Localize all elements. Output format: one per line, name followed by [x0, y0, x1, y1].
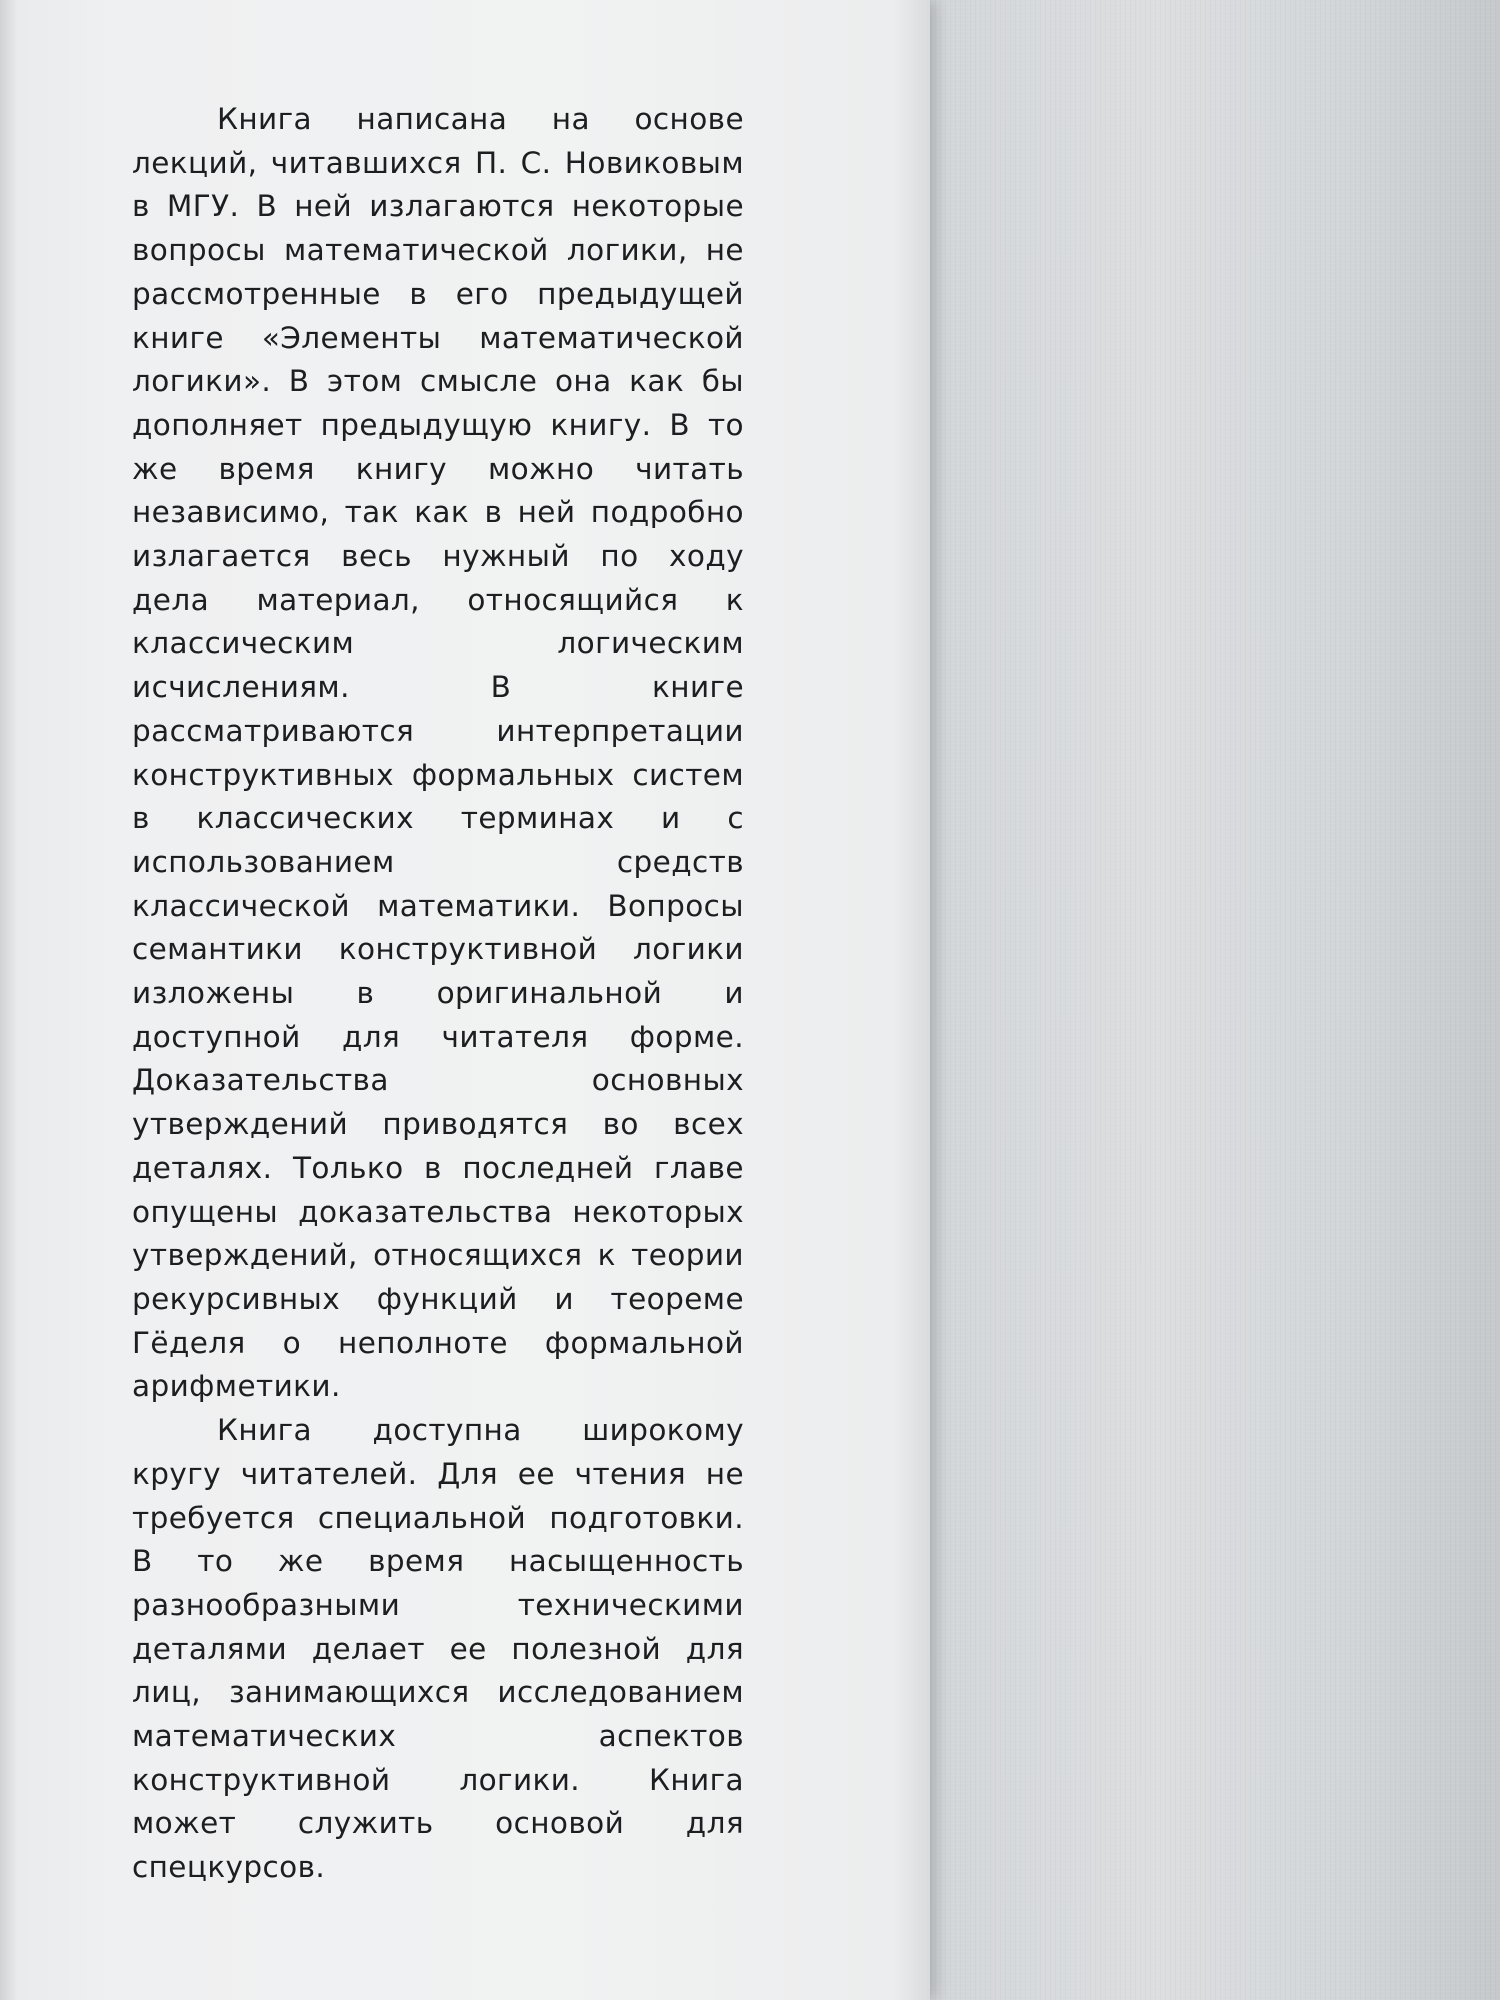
- paragraph-2: Книга доступна широкому кругу читателей. Для ее чтения не требуется специальной подготовки. В то же время насыщенность разнообразными техническими деталями делает ее полезной для лиц, занимающихся исследованием математических аспектов конструктивной логики. Книга может служить основой для спецкурсов.: [132, 1413, 744, 1885]
- paragraph-1: Книга написана на основе лекций, читавшихся П. С. Новиковым в МГУ. В ней излагаются некоторые вопросы математической логики, не рассмотренные в его предыдущей книге «Элементы математической логики». В этом смысле она как бы дополняет предыдущую книгу. В то же время книгу можно читать независимо, так как в ней подробно излагается весь нужный по ходу дела материал, относящийся к классическим логическим исчислениям. В книге рассматриваются интерпретации конструктивных формальных систем в классических терминах и с использованием средств классической математики. Вопросы семантики конструктивной логики изложены в оригинальной и доступной для читателя форме. Доказательства основных утверждений приводятся во всех деталях. Только в последней главе опущены доказательства некоторых утверждений, относящихся к теории рекурсивных функций и теореме Гёделя о неполноте формальной арифметики.: [132, 102, 744, 1404]
- annotation-text: [132, 98, 744, 1890]
- page-edge-shadow: [0, 0, 18, 2000]
- book-cover-board: [930, 0, 1500, 2000]
